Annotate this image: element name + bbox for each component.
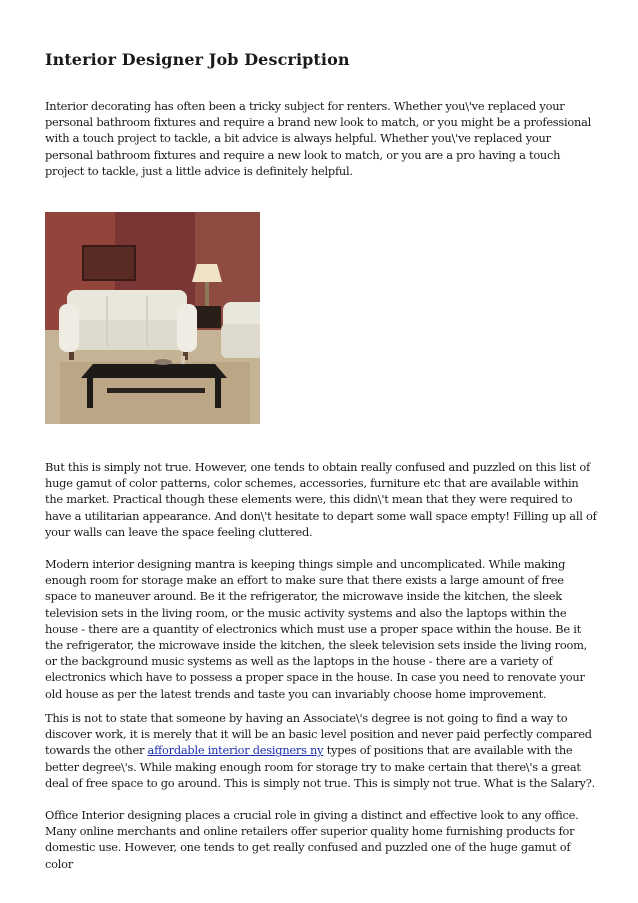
paragraph-4-text-after: types of positions that are available with the better degree\'s. While making enough room for storage try to make certain that there\'s a great deal of free space to go around. This is simply not true. This is simply not true. What is the Salary?. xyxy=(45,743,595,790)
paragraph-3: Modern interior designing mantra is keeping things simple and uncomplicated. While making enough room for storage make an effort to make sure that there exists a large amount of free space to maneuver around. Be it the refrigerator, the microwave inside the kitchen, the sleek television sets in the living room, or the music activity systems and also the laptops within the house - there are a quantity of electronics which must use a proper space within the house. Be it the refrigerator, the microwave inside the kitchen, the sleek television sets inside the living room, or the background music systems as well as the laptops in the house - there are a variety of electronics which have to possess a proper space in the house. In case you need to renovate your old house as per the latest trends and taste you can invariably choose home improvement. xyxy=(45,557,588,701)
lamp-shade xyxy=(192,264,222,282)
paragraph-4 xyxy=(45,710,597,791)
sofa-arm-left xyxy=(59,304,79,352)
living-room-photo xyxy=(45,212,260,424)
paragraph-4-text-before: This is not to state that someone by having an Associate\'s degree is not going to find a way to discover work, it is merely that it will be an basic level position and never paid perfectly compared towards the other xyxy=(45,711,592,758)
sofa-arm-right xyxy=(177,304,197,352)
sofa-seat xyxy=(65,320,191,350)
paragraph-intro: Interior decorating has often been a tricky subject for renters. Whether you\'ve replaced your personal bathroom fixtures and require a brand new look to match, or you might be a professional with a touch project to tackle, a bit advice is always helpful. Whether you\'ve replaced your personal bathroom fixtures and require a new look to match, or you are a pro having a touch project to tackle, just a little advice is definitely helpful. xyxy=(45,99,592,178)
living-room-illustration xyxy=(45,212,260,424)
wall-art xyxy=(83,246,135,280)
paragraph-2: But this is simply not true. However, one tends to obtain really confused and puzzled on this list of huge gamut of color patterns, color schemes, accessories, furniture etc that are available within the market. Practical though these elements were, this didn\'t mean that they were required to have a utilitarian appearance. And don\'t hesitate to depart some wall space empty! Filling up all of your walls can leave the space feeling cluttered. xyxy=(45,460,597,539)
side-table xyxy=(193,306,221,328)
coffee-table-top xyxy=(81,364,227,378)
table-bowl xyxy=(154,359,172,365)
paragraph-5: Office Interior designing places a crucial role in giving a distinct and effective look to any office. Many online merchants and online retailers offer superior quality home furnishing products for domestic use. However, one tends to get really confused and puzzled one of the huge gamut of color xyxy=(45,808,579,871)
affordable-interior-designers-link[interactable]: affordable interior designers ny xyxy=(147,743,324,758)
lamp-base xyxy=(205,282,209,307)
page-title: Interior Designer Job Description xyxy=(45,50,350,69)
